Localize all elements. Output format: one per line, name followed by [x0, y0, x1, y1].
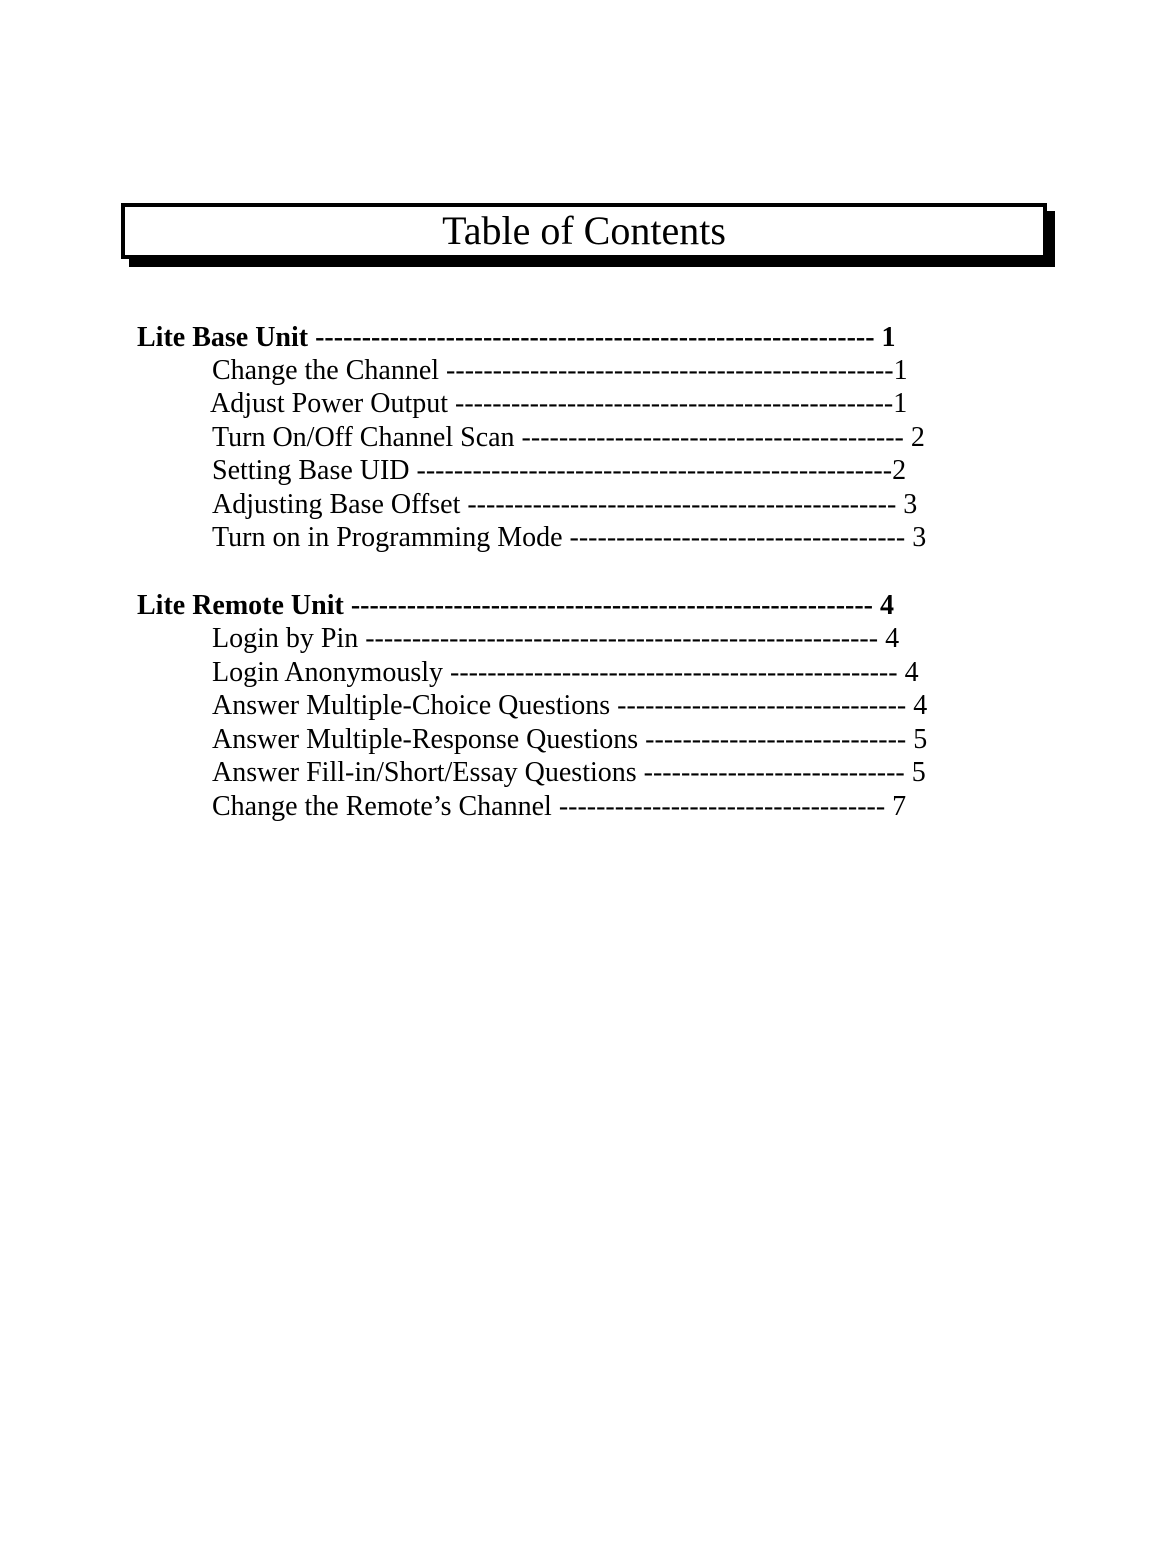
toc-item-programming-mode[interactable]: Turn on in Programming Mode ------------------------------------ 3: [212, 522, 927, 553]
toc-item-login-anonymously[interactable]: Login Anonymously ------------------------------------------------ 4: [212, 657, 919, 688]
toc-item-multiple-response[interactable]: Answer Multiple-Response Questions ---------------------------- 5: [212, 724, 928, 755]
page-title: Table of Contents: [442, 208, 726, 253]
toc-item-fill-in-essay[interactable]: Answer Fill-in/Short/Essay Questions ---------------------------- 5: [212, 757, 926, 788]
toc-item-channel-scan[interactable]: Turn On/Off Channel Scan ----------------------------------------- 2: [212, 422, 925, 453]
toc-title-box: [121, 203, 1047, 259]
toc-heading-lite-remote-unit[interactable]: Lite Remote Unit -------------------------------------------------------- 4: [137, 590, 894, 621]
toc-item-setting-base-uid[interactable]: Setting Base UID ---------------------------------------------------2: [212, 455, 907, 486]
toc-item-multiple-choice[interactable]: Answer Multiple-Choice Questions ------------------------------- 4: [212, 690, 928, 721]
toc-item-change-remote-channel[interactable]: Change the Remote’s Channel ----------------------------------- 7: [212, 791, 907, 822]
toc-heading-lite-base-unit[interactable]: Lite Base Unit ------------------------------------------------------------ 1: [137, 322, 896, 353]
toc-item-change-channel[interactable]: Change the Channel ------------------------------------------------1: [212, 355, 908, 386]
toc-item-adjusting-base-offset[interactable]: Adjusting Base Offset ---------------------------------------------- 3: [212, 489, 918, 520]
toc-item-adjust-power-output[interactable]: Adjust Power Output -----------------------------------------------1: [210, 388, 908, 419]
toc-item-login-by-pin[interactable]: Login by Pin ------------------------------------------------------- 4: [212, 623, 900, 654]
